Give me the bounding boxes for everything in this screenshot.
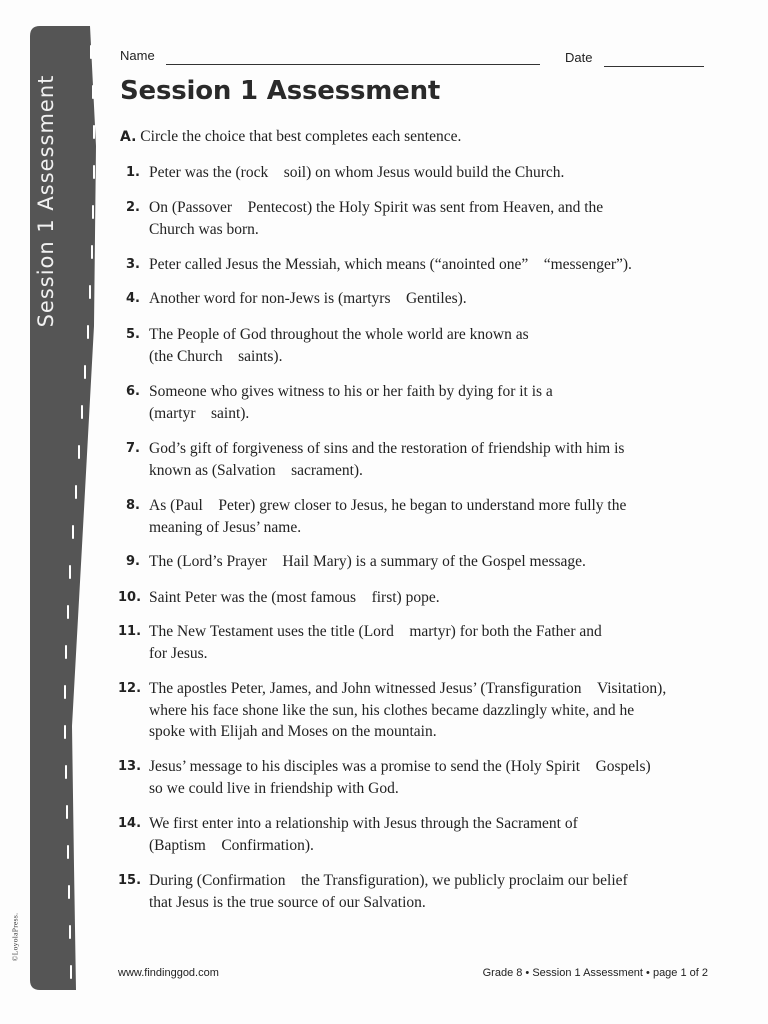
question-line: The New Testament uses the title (Lord martyr) for both the Father and — [149, 623, 602, 640]
instruction-text: Circle the choice that best completes each sentence. — [140, 128, 462, 145]
section-letter: A. — [120, 129, 137, 145]
question-line: We first enter into a relationship with Jesus through the Sacrament of — [149, 815, 578, 832]
question-line: The apostles Peter, James, and John witnessed Jesus’ (Transfiguration Visitation), — [149, 680, 667, 697]
question-line: The People of God throughout the whole world are known as — [149, 326, 529, 343]
question-text — [149, 756, 674, 799]
question-line: Peter called Jesus the Messiah, which means (“anointed one” “messenger”). — [149, 256, 632, 273]
question-text — [149, 197, 674, 240]
name-date-row — [118, 48, 708, 68]
question-text — [149, 438, 674, 481]
question-line: Another word for non-Jews is (martyrs Gentiles). — [149, 290, 467, 307]
question-number: 10. — [118, 590, 142, 605]
question-line: Someone who gives witness to his or her faith by dying for it is a — [149, 383, 553, 400]
question-line: During (Confirmation the Transfiguration), we publicly proclaim our belief — [149, 872, 628, 889]
question-line: God’s gift of forgiveness of sins and the restoration of friendship with him is — [149, 440, 625, 457]
question-text — [149, 621, 674, 664]
question-number: 1. — [126, 165, 140, 180]
question-line: The (Lord’s Prayer Hail Mary) is a summary of the Gospel message. — [149, 553, 586, 570]
question-line: (the Church saints). — [149, 347, 283, 365]
footer-page-info: Grade 8 • Session 1 Assessment • page 1 of 2 — [482, 967, 708, 979]
question-number: 3. — [126, 257, 140, 272]
question-text — [149, 162, 674, 184]
question-number: 14. — [118, 816, 142, 831]
question-line: where his face shone like the sun, his clothes became dazzlingly white, and he — [149, 701, 635, 719]
question-line: Jesus’ message to his disciples was a promise to send the (Holy Spirit Gospels) — [149, 758, 651, 775]
question-number: 4. — [126, 291, 140, 306]
question-text — [149, 813, 674, 856]
question-text — [149, 495, 674, 538]
name-field-line[interactable] — [166, 64, 540, 65]
question-line: Church was born. — [149, 220, 259, 238]
copyright-text: ©LoyolaPress. — [10, 912, 20, 962]
question-text — [149, 587, 674, 609]
question-number: 2. — [126, 200, 140, 215]
question-text — [149, 324, 674, 367]
sidebar-title-text: Session 1 Assessment — [34, 74, 58, 328]
question-number: 8. — [126, 498, 140, 513]
question-text — [149, 381, 674, 424]
sidebar-title — [26, 26, 66, 376]
question-number: 5. — [126, 327, 140, 342]
question-line: so we could live in friendship with God. — [149, 779, 399, 797]
question-text — [149, 870, 674, 913]
question-line: spoke with Elijah and Moses on the mountain. — [149, 723, 437, 740]
question-line: that Jesus is the true source of our Salvation. — [149, 893, 426, 911]
question-line: known as (Salvation sacrament). — [149, 461, 363, 479]
question-line: (martyr saint). — [149, 404, 250, 422]
question-number: 9. — [126, 554, 140, 569]
copyright-notice — [8, 905, 22, 969]
question-number: 7. — [126, 441, 140, 456]
name-label: Name — [120, 48, 155, 63]
question-number: 13. — [118, 759, 142, 774]
section-instruction — [120, 128, 461, 146]
question-number: 15. — [118, 873, 142, 888]
question-number: 11. — [118, 624, 142, 639]
date-label: Date — [565, 50, 593, 65]
question-line: As (Paul Peter) grew closer to Jesus, he began to understand more fully the — [149, 497, 627, 514]
question-text — [149, 678, 674, 743]
question-text — [149, 288, 674, 310]
question-text — [149, 551, 674, 573]
question-line: Saint Peter was the (most famous first) pope. — [149, 589, 440, 606]
question-line: (Baptism Confirmation). — [149, 836, 314, 854]
date-field-line[interactable] — [604, 66, 704, 67]
question-number: 6. — [126, 384, 140, 399]
page-footer — [118, 967, 708, 983]
question-line: Peter was the (rock soil) on whom Jesus would build the Church. — [149, 164, 565, 181]
question-text — [149, 254, 674, 276]
page-title: Session 1 Assessment — [120, 76, 441, 106]
question-line: meaning of Jesus’ name. — [149, 518, 302, 536]
question-number: 12. — [118, 681, 142, 696]
question-line: On (Passover Pentecost) the Holy Spirit was sent from Heaven, and the — [149, 199, 604, 216]
question-line: for Jesus. — [149, 644, 208, 662]
footer-website: www.findinggod.com — [118, 967, 219, 979]
